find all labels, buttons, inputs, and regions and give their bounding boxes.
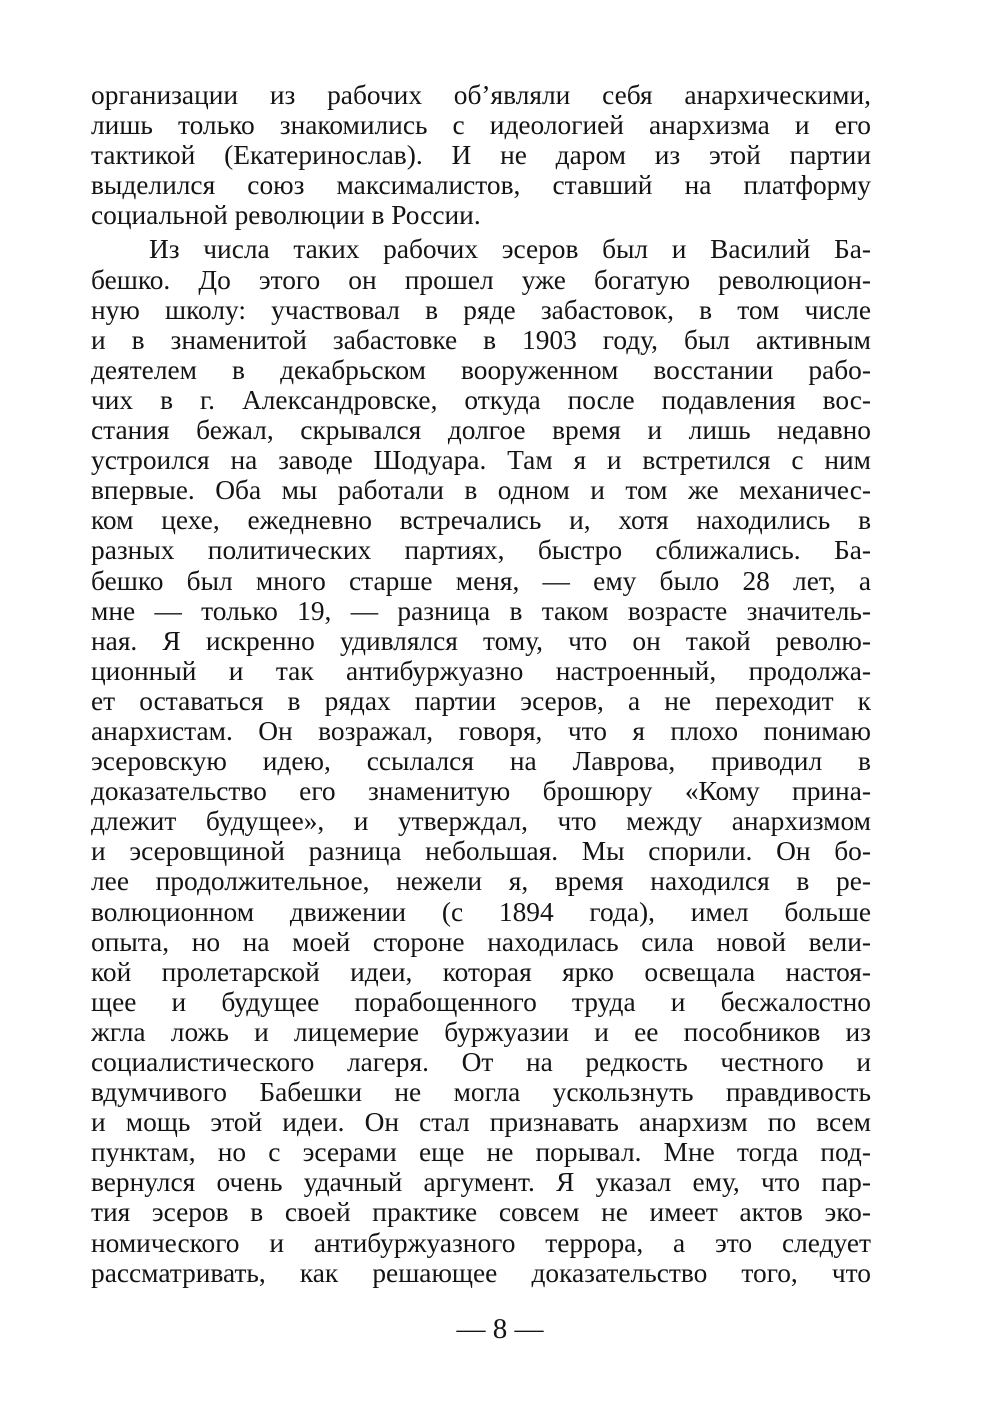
text-line: организации из рабочих об’являли себя анархическими, — [91, 80, 871, 110]
text-line: лишь только знакомились с идеологией анархизма и его — [91, 110, 871, 141]
text-line: ную школу: участвовал в ряде забастовок, в том числе — [91, 294, 871, 325]
text-line: пунктам, но с эсерами еще не порывал. Мне тогда под- — [91, 1137, 871, 1168]
page-number: — 8 — — [456, 1313, 544, 1345]
paragraph-2 — [91, 234, 871, 1287]
text-line: бешко был много старше меня, — ему было 28 лет, а — [91, 565, 871, 596]
text-line: ная. Я искренно удивлялся тому, что он такой револю- — [91, 625, 871, 656]
text-line: анархистам. Он возражал, говоря, что я плохо понимаю — [91, 715, 871, 746]
text-line: и в знаменитой забастовке в 1903 году, был активным — [91, 324, 871, 355]
text-line: ционный и так антибуржуазно настроенный, продолжа- — [91, 655, 871, 686]
text-line: разных политических партиях, быстро сближались. Ба- — [91, 535, 871, 566]
text-line: мне — только 19, — разница в таком возрасте значитель- — [91, 595, 871, 626]
text-line: бешко. До этого он прошел уже богатую революцион- — [91, 264, 871, 295]
body-text — [91, 80, 871, 1288]
text-line: лее продолжительное, нежели я, время находился в ре- — [91, 866, 871, 897]
text-line: длежит будущее», и утверждал, что между анархизмом — [91, 806, 871, 837]
text-line: опыта, но на моей стороне находилась сила новой вели- — [91, 926, 871, 957]
text-line: вдумчивого Бабешки не могла ускользнуть правдивость — [91, 1077, 871, 1108]
text-line: тия эсеров в своей практике совсем не имеет актов эко- — [91, 1197, 871, 1228]
text-line: эсеровскую идею, ссылался на Лаврова, приводил в — [91, 746, 871, 777]
text-line: социальной революции в России. — [91, 200, 481, 231]
text-line: Из числа таких рабочих эсеров был и Василий Ба- — [149, 234, 871, 265]
text-line: рассматривать, как решающее доказательство того, что — [91, 1257, 871, 1288]
text-line: впервые. Оба мы работали в одном и том же механичес- — [91, 475, 871, 506]
paragraph-1 — [91, 80, 871, 230]
text-line: кой пролетарской идеи, которая ярко освещала настоя- — [91, 956, 871, 987]
text-line: стания бежал, скрывался долгое время и лишь недавно — [91, 415, 871, 446]
text-line: ет оставаться в рядах партии эсеров, а не переходит к — [91, 685, 871, 716]
text-line: номического и антибуржуазного террора, а это следует — [91, 1227, 871, 1258]
text-line: ком цехе, ежедневно встречались и, хотя находились в — [91, 505, 871, 536]
text-line: устроился на заводе Шодуара. Там я и встретился с ним — [91, 445, 871, 476]
text-line: тактикой (Екатеринослав). И не даром из этой партии — [91, 140, 871, 171]
text-line: социалистического лагеря. От на редкость честного и — [91, 1047, 871, 1077]
text-line: волюционном движении (с 1894 года), имел больше — [91, 896, 871, 927]
text-line: и эсеровщиной разница небольшая. Мы спорили. Он бо- — [91, 836, 871, 867]
text-line: щее и будущее порабощенного труда и бесжалостно — [91, 986, 871, 1017]
text-line: жгла ложь и лицемерие буржуазии и ее пособников из — [91, 1016, 871, 1047]
text-line: чих в г. Александровске, откуда после подавления вос- — [91, 384, 871, 415]
text-line: доказательство его знаменитую брошюру «Кому прина- — [91, 776, 871, 807]
text-line: деятелем в декабрьском вооруженном восстании рабо- — [91, 354, 871, 385]
text-line: выделился союз максималистов, ставший на платформу — [91, 170, 871, 201]
text-line: и мощь этой идеи. Он стал признавать анархизм по всем — [91, 1107, 871, 1138]
text-line: вернулся очень удачный аргумент. Я указал ему, что пар- — [91, 1167, 871, 1198]
